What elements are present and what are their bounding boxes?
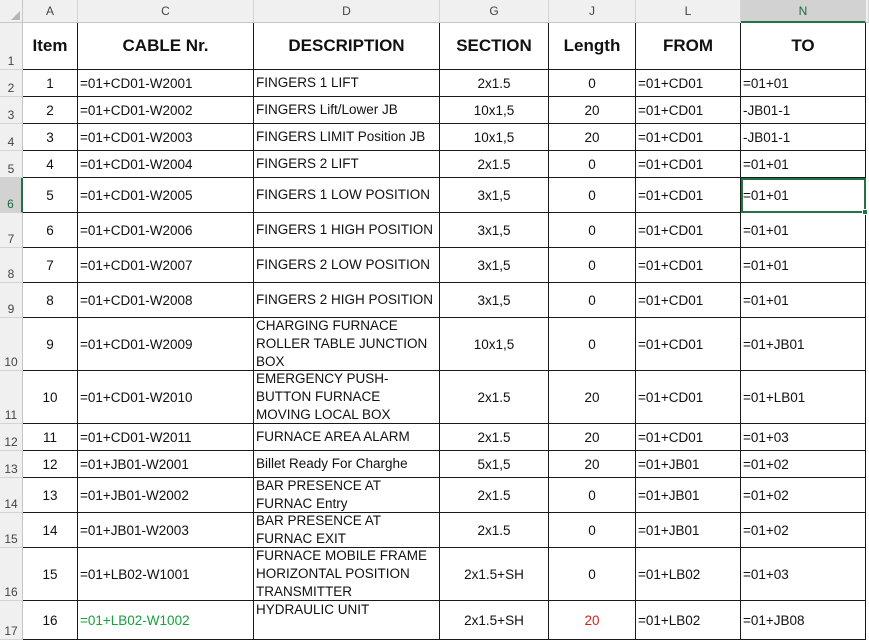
column-header-n[interactable]: N (741, 0, 866, 23)
cell-cable[interactable]: =01+CD01-W2004 (78, 151, 254, 178)
cell-to[interactable]: =01+JB08 (741, 601, 866, 640)
row-header-6[interactable]: 6 (0, 178, 23, 213)
select-all-corner[interactable] (0, 0, 23, 23)
cell-cable[interactable]: =01+JB01-W2001 (78, 451, 254, 478)
cell-description[interactable]: FURNACE AREA ALARM (254, 424, 440, 451)
cell-length[interactable]: 20 (549, 124, 636, 151)
cell-section[interactable]: 3x1,5 (440, 213, 549, 248)
cell-section[interactable]: 3x1,5 (440, 283, 549, 318)
row-header-10[interactable]: 10 (0, 318, 23, 371)
cell-description[interactable]: FINGERS 2 LOW POSITION (254, 248, 440, 283)
cell-item[interactable]: 12 (23, 451, 78, 478)
cell-from[interactable]: =01+JB01 (636, 451, 741, 478)
cell-length[interactable]: 0 (549, 478, 636, 513)
cell-from[interactable]: =01+CD01 (636, 371, 741, 424)
cell-from[interactable]: =01+CD01 (636, 213, 741, 248)
cell-cable[interactable]: =01+LB02-W1002 (78, 601, 254, 640)
header-cell-from[interactable]: FROM (636, 23, 741, 70)
cell-cable[interactable]: =01+CD01-W2006 (78, 213, 254, 248)
cell-to[interactable]: =01+02 (741, 451, 866, 478)
fill-handle[interactable] (862, 209, 868, 215)
cell-section[interactable]: 2x1.5 (440, 371, 549, 424)
column-header-d[interactable]: D (254, 0, 440, 23)
cell-cable[interactable]: =01+CD01-W2011 (78, 424, 254, 451)
cell-item[interactable]: 7 (23, 248, 78, 283)
row-header-11[interactable]: 11 (0, 371, 23, 424)
cell-length[interactable]: 20 (549, 451, 636, 478)
row-header-15[interactable]: 15 (0, 513, 23, 548)
header-cell-item[interactable]: Item (23, 23, 78, 70)
row-header-9[interactable]: 9 (0, 283, 23, 318)
cell-item[interactable]: 5 (23, 178, 78, 213)
cell-to[interactable]: =01+03 (741, 424, 866, 451)
row-header-4[interactable]: 4 (0, 124, 23, 151)
cell-description[interactable]: FINGERS Lift/Lower JB (254, 97, 440, 124)
column-header-a[interactable]: A (23, 0, 78, 23)
cell-item[interactable]: 11 (23, 424, 78, 451)
cell-to[interactable]: =01+03 (741, 548, 866, 601)
cell-to[interactable]: =01+02 (741, 478, 866, 513)
row-header-17[interactable]: 17 (0, 601, 23, 640)
cell-section[interactable]: 5x1,5 (440, 451, 549, 478)
column-header-g[interactable]: G (440, 0, 549, 23)
cell-description[interactable]: FURNACE MOBILE FRAME HORIZONTAL POSITION TRANSMITTER (254, 548, 440, 601)
cell-cable[interactable]: =01+LB02-W1001 (78, 548, 254, 601)
row-header-16[interactable]: 16 (0, 548, 23, 601)
header-cell-cable[interactable]: CABLE Nr. (78, 23, 254, 70)
cell-from[interactable]: =01+JB01 (636, 478, 741, 513)
cell-to[interactable]: =01+JB01 (741, 318, 866, 371)
row-header-7[interactable]: 7 (0, 213, 23, 248)
cell-length[interactable]: 0 (549, 248, 636, 283)
cell-from[interactable]: =01+CD01 (636, 424, 741, 451)
cell-section[interactable]: 2x1.5 (440, 513, 549, 548)
cell-description[interactable]: Billet Ready For Charghe (254, 451, 440, 478)
cell-section[interactable]: 2x1.5 (440, 70, 549, 97)
cell-length[interactable]: 20 (549, 601, 636, 640)
row-header-1[interactable]: 1 (0, 23, 23, 70)
cell-description[interactable]: HYDRAULIC UNIT (254, 601, 440, 640)
row-header-14[interactable]: 14 (0, 478, 23, 513)
cell-description[interactable]: FINGERS LIMIT Position JB (254, 124, 440, 151)
cell-section[interactable]: 10x1,5 (440, 97, 549, 124)
column-header-l[interactable]: L (636, 0, 741, 23)
cell-cable[interactable]: =01+CD01-W2003 (78, 124, 254, 151)
cell-from[interactable]: =01+CD01 (636, 151, 741, 178)
cell-to[interactable]: -JB01-1 (741, 97, 866, 124)
cell-cable[interactable]: =01+CD01-W2001 (78, 70, 254, 97)
row-header-2[interactable]: 2 (0, 70, 23, 97)
cell-to[interactable]: -JB01-1 (741, 124, 866, 151)
cell-from[interactable]: =01+LB02 (636, 601, 741, 640)
cell-section[interactable]: 2x1.5 (440, 151, 549, 178)
cell-cable[interactable]: =01+CD01-W2005 (78, 178, 254, 213)
cell-description[interactable]: FINGERS 2 HIGH POSITION (254, 283, 440, 318)
cell-to[interactable]: =01+01 (741, 178, 866, 213)
column-header-c[interactable]: C (78, 0, 254, 23)
cell-section[interactable]: 3x1,5 (440, 248, 549, 283)
cell-from[interactable]: =01+CD01 (636, 70, 741, 97)
cell-from[interactable]: =01+CD01 (636, 124, 741, 151)
cell-item[interactable]: 2 (23, 97, 78, 124)
cell-length[interactable]: 0 (549, 151, 636, 178)
cell-from[interactable]: =01+JB01 (636, 513, 741, 548)
row-header-5[interactable]: 5 (0, 151, 23, 178)
cell-from[interactable]: =01+CD01 (636, 97, 741, 124)
cell-cable[interactable]: =01+JB01-W2002 (78, 478, 254, 513)
cell-section[interactable]: 2x1.5+SH (440, 548, 549, 601)
cell-description[interactable]: FINGERS 2 LIFT (254, 151, 440, 178)
header-cell-description[interactable]: DESCRIPTION (254, 23, 440, 70)
cell-item[interactable]: 6 (23, 213, 78, 248)
header-cell-length[interactable]: Length (549, 23, 636, 70)
cell-item[interactable]: 15 (23, 548, 78, 601)
cell-item[interactable]: 14 (23, 513, 78, 548)
cell-to[interactable]: =01+01 (741, 70, 866, 97)
row-header-12[interactable]: 12 (0, 424, 23, 451)
cell-section[interactable]: 2x1.5+SH (440, 601, 549, 640)
cell-length[interactable]: 20 (549, 371, 636, 424)
cell-cable[interactable]: =01+JB01-W2003 (78, 513, 254, 548)
header-cell-to[interactable]: TO (741, 23, 866, 70)
column-header-j[interactable]: J (549, 0, 636, 23)
cell-item[interactable]: 3 (23, 124, 78, 151)
cell-item[interactable]: 9 (23, 318, 78, 371)
cell-to[interactable]: =01+01 (741, 213, 866, 248)
cell-length[interactable]: 0 (549, 513, 636, 548)
cell-item[interactable]: 1 (23, 70, 78, 97)
cell-to[interactable]: =01+01 (741, 151, 866, 178)
cell-length[interactable]: 0 (549, 283, 636, 318)
cell-description[interactable]: FINGERS 1 LIFT (254, 70, 440, 97)
cell-from[interactable]: =01+CD01 (636, 178, 741, 213)
cell-item[interactable]: 16 (23, 601, 78, 640)
cell-item[interactable]: 4 (23, 151, 78, 178)
cell-to[interactable]: =01+01 (741, 283, 866, 318)
cell-cable[interactable]: =01+CD01-W2002 (78, 97, 254, 124)
cell-section[interactable]: 3x1,5 (440, 178, 549, 213)
cell-length[interactable]: 0 (549, 178, 636, 213)
cell-from[interactable]: =01+LB02 (636, 548, 741, 601)
cell-item[interactable]: 10 (23, 371, 78, 424)
cell-from[interactable]: =01+CD01 (636, 318, 741, 371)
cell-cable[interactable]: =01+CD01-W2008 (78, 283, 254, 318)
cell-description[interactable]: FINGERS 1 HIGH POSITION (254, 213, 440, 248)
header-cell-section[interactable]: SECTION (440, 23, 549, 70)
cell-length[interactable]: 0 (549, 213, 636, 248)
cell-to[interactable]: =01+01 (741, 248, 866, 283)
cell-section[interactable]: 2x1.5 (440, 424, 549, 451)
cell-description[interactable]: FINGERS 1 LOW POSITION (254, 178, 440, 213)
cell-section[interactable]: 10x1,5 (440, 124, 549, 151)
row-header-8[interactable]: 8 (0, 248, 23, 283)
cell-description[interactable]: BAR PRESENCE AT FURNAC EXIT (254, 513, 440, 548)
cell-to[interactable]: =01+02 (741, 513, 866, 548)
cell-item[interactable]: 13 (23, 478, 78, 513)
row-header-3[interactable]: 3 (0, 97, 23, 124)
cell-description[interactable]: CHARGING FURNACE ROLLER TABLE JUNCTION BOX (254, 318, 440, 371)
cell-description[interactable]: BAR PRESENCE AT FURNAC Entry (254, 478, 440, 513)
cell-length[interactable]: 20 (549, 424, 636, 451)
cell-length[interactable]: 0 (549, 70, 636, 97)
cell-cable[interactable]: =01+CD01-W2007 (78, 248, 254, 283)
row-header-13[interactable]: 13 (0, 451, 23, 478)
cell-cable[interactable]: =01+CD01-W2009 (78, 318, 254, 371)
cell-length[interactable]: 0 (549, 548, 636, 601)
cell-to[interactable]: =01+LB01 (741, 371, 866, 424)
cell-section[interactable]: 10x1,5 (440, 318, 549, 371)
cell-cable[interactable]: =01+CD01-W2010 (78, 371, 254, 424)
cell-from[interactable]: =01+CD01 (636, 248, 741, 283)
cell-section[interactable]: 2x1.5 (440, 478, 549, 513)
cell-length[interactable]: 0 (549, 318, 636, 371)
cell-description[interactable]: EMERGENCY PUSH-BUTTON FURNACE MOVING LOCAL BOX (254, 371, 440, 424)
cell-item[interactable]: 8 (23, 283, 78, 318)
cell-length[interactable]: 20 (549, 97, 636, 124)
cell-from[interactable]: =01+CD01 (636, 283, 741, 318)
